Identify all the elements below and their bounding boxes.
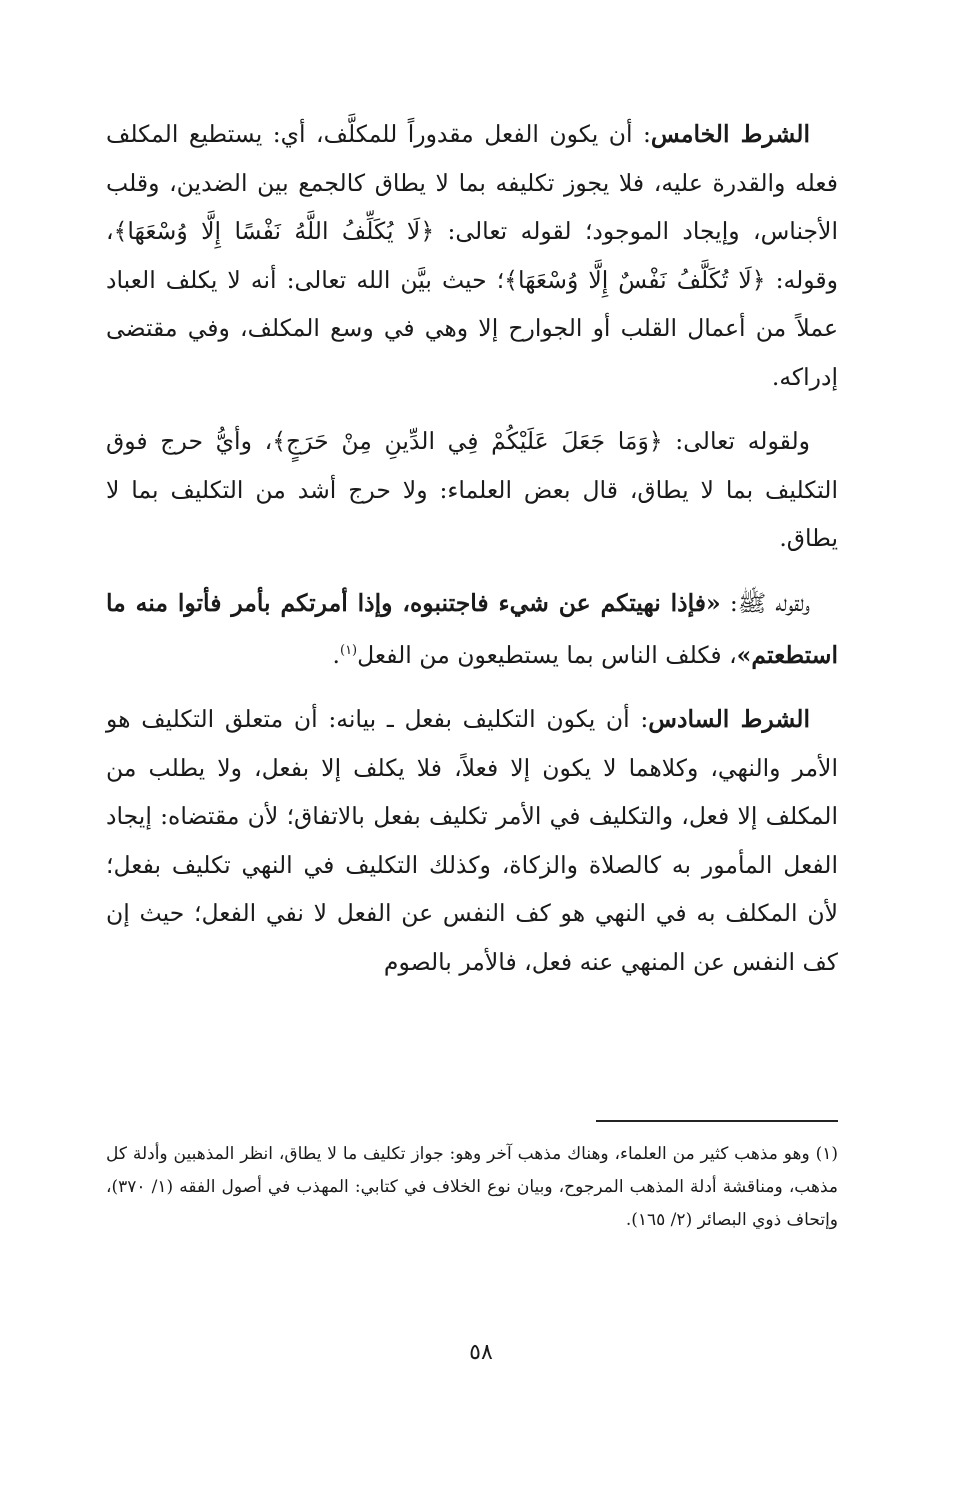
paragraph-hadith bbox=[106, 579, 838, 680]
footnote-reference[interactable]: (١) bbox=[339, 643, 358, 658]
page-number: ٥٨ bbox=[469, 1340, 493, 1365]
condition-six-text: : أن يكون التكليف بفعل ـ بيانه: أن متعلق التكليف هو الأمر والنهي، وكلاهما لا يكون إلا فعلاً، فلا يكلف إلا بفعل، ولا يطلب من المكلف إلا فعل، والتكليف في الأمر تكليف بفعل بالاتفاق؛ لأن مقتضاه: إيجاد الفعل المأمور به كالصلاة والزكاة، وكذلك التكليف في النهي تكليف بفعل؛ لأن المكلف به في النهي هو كف النفس عن الفعل لا نفي الفعل؛ حيث إن كف النفس عن المنهي عنه فعل، فالأمر بالصوم bbox=[106, 705, 838, 976]
quran-haraj-text: ولقوله تعالى: ﴿وَمَا جَعَلَ عَلَيْكُمْ فِي الدِّينِ مِنْ حَرَجٍ﴾، وأيُّ حرج فوق التكليف بما لا يطاق، قال بعض العلماء: ولا حرج أشد من التكليف بما لا يطاق. bbox=[106, 427, 838, 552]
footnote-text: وهو مذهب كثير من العلماء، وهناك مذهب آخر وهو: جواز تكليف ما لا يطاق، انظر المذهبين وأدلة كل مذهب، ومناقشة أدلة المذهب المرجوح، وبيان نوع الخلاف في كتابي: المهذب في أصول الفقه (١/ ٣٧٠)، وإتحاف ذوي البصائر (٢/ ١٦٥). bbox=[106, 1144, 838, 1230]
hadith-lead: ولقوله ﷺ: bbox=[720, 588, 810, 617]
paragraph-condition-six bbox=[106, 695, 838, 986]
hadith-tail: . bbox=[332, 640, 340, 669]
condition-five-heading: الشرط الخامس bbox=[650, 120, 810, 148]
page-body bbox=[106, 110, 838, 1002]
condition-six-heading: الشرط السادس bbox=[648, 705, 811, 734]
paragraph-quran-haraj bbox=[106, 417, 838, 563]
hadith-text: ، فكلف الناس بما يستطيعون من الفعل bbox=[357, 640, 737, 669]
paragraph-condition-five bbox=[106, 110, 838, 401]
footnote-marker: (١) bbox=[815, 1144, 838, 1164]
footnote-divider bbox=[596, 1120, 838, 1122]
hadith-quote: «فإذا نهيتكم عن شيء فاجتنبوه، وإذا أمرتكم بأمر فأتوا منه ما استطعتم» bbox=[106, 588, 838, 669]
footnote-item bbox=[106, 1138, 838, 1237]
footnotes bbox=[106, 1138, 838, 1237]
condition-five-text: : أن يكون الفعل مقدوراً للمكلَّف، أي: يستطيع المكلف فعله والقدرة عليه، فلا يجوز تكليفه بما لا يطاق كالجمع بين الضدين، وقلب الأجناس، وإيجاد الموجود؛ لقوله تعالى: ﴿لَا يُكَلِّفُ اللَّهُ نَفْسًا إِلَّا وُسْعَهَا﴾، وقوله: ﴿لَا تُكَلَّفُ نَفْسٌ إِلَّا وُسْعَهَا﴾؛ حيث بيَّن الله تعالى: أنه لا يكلف العباد عملاً من أعمال القلب أو الجوارح إلا وهي في وسع المكلف، وفي مقتضى إدراكه. bbox=[106, 120, 838, 391]
